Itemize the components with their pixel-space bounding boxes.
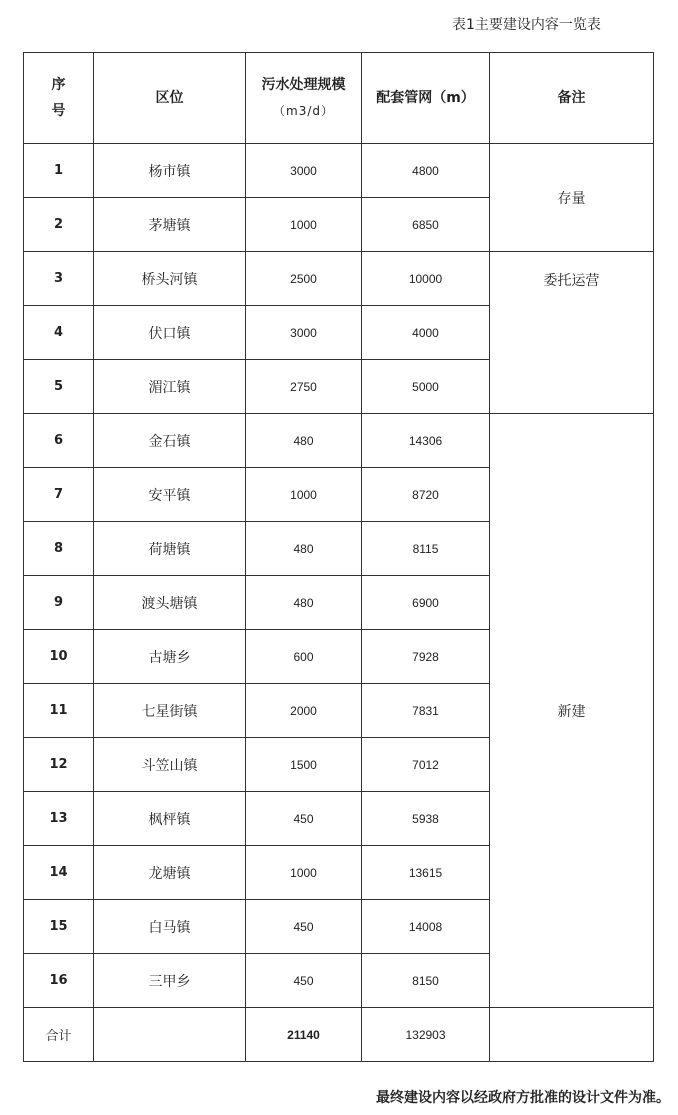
table-header-row <box>24 53 654 144</box>
cell-pipe: 10000 <box>362 252 490 306</box>
cell-seq: 1 <box>24 144 94 198</box>
cell-seq: 15 <box>24 900 94 954</box>
cell-scale: 450 <box>246 900 362 954</box>
cell-scale: 450 <box>246 954 362 1008</box>
cell-pipe: 8150 <box>362 954 490 1008</box>
cell-seq: 2 <box>24 198 94 252</box>
cell-area: 白马镇 <box>94 900 246 954</box>
cell-seq: 11 <box>24 684 94 738</box>
cell-note-stock: 存量 <box>490 144 654 252</box>
cell-scale: 3000 <box>246 144 362 198</box>
cell-seq: 5 <box>24 360 94 414</box>
cell-scale: 480 <box>246 576 362 630</box>
cell-seq: 12 <box>24 738 94 792</box>
header-area: 区位 <box>94 53 246 144</box>
cell-seq: 8 <box>24 522 94 576</box>
cell-scale: 1000 <box>246 468 362 522</box>
cell-area: 茅塘镇 <box>94 198 246 252</box>
cell-area: 斗笠山镇 <box>94 738 246 792</box>
cell-pipe: 8720 <box>362 468 490 522</box>
construction-table <box>23 52 654 1062</box>
table-row <box>24 144 654 198</box>
cell-scale: 1500 <box>246 738 362 792</box>
cell-seq: 3 <box>24 252 94 306</box>
table-caption: 表1主要建设内容一览表 <box>452 17 601 33</box>
cell-scale: 480 <box>246 522 362 576</box>
cell-scale: 2750 <box>246 360 362 414</box>
cell-pipe: 5938 <box>362 792 490 846</box>
cell-pipe: 13615 <box>362 846 490 900</box>
cell-note-new: 新建 <box>490 414 654 1008</box>
cell-area: 安平镇 <box>94 468 246 522</box>
cell-pipe: 14008 <box>362 900 490 954</box>
cell-note-entrusted: 委托运营 <box>490 252 654 414</box>
header-seq-bottom: 号 <box>51 103 66 119</box>
cell-area: 湄江镇 <box>94 360 246 414</box>
table-row <box>24 414 654 468</box>
cell-area: 三甲乡 <box>94 954 246 1008</box>
cell-pipe: 4000 <box>362 306 490 360</box>
cell-area: 金石镇 <box>94 414 246 468</box>
cell-seq: 9 <box>24 576 94 630</box>
cell-total-label: 合计 <box>24 1008 94 1062</box>
cell-seq: 14 <box>24 846 94 900</box>
table-row <box>24 252 654 306</box>
cell-area: 七星街镇 <box>94 684 246 738</box>
table-total-row <box>24 1008 654 1062</box>
cell-area: 渡头塘镇 <box>94 576 246 630</box>
cell-pipe: 14306 <box>362 414 490 468</box>
cell-area: 杨市镇 <box>94 144 246 198</box>
header-scale-unit: （m3/d） <box>273 104 334 118</box>
header-note: 备注 <box>490 53 654 144</box>
cell-seq: 6 <box>24 414 94 468</box>
header-pipe: 配套管网（m） <box>362 53 490 144</box>
cell-area: 枫枰镇 <box>94 792 246 846</box>
header-scale-label: 污水处理规模 <box>261 77 346 93</box>
header-seq-top: 序 <box>51 77 66 93</box>
cell-scale: 2500 <box>246 252 362 306</box>
cell-seq: 10 <box>24 630 94 684</box>
cell-pipe: 7831 <box>362 684 490 738</box>
cell-scale: 1000 <box>246 198 362 252</box>
cell-pipe: 6850 <box>362 198 490 252</box>
cell-seq: 7 <box>24 468 94 522</box>
footer-note: 最终建设内容以经政府方批准的设计文件为准。 <box>376 1090 670 1106</box>
cell-area: 古塘乡 <box>94 630 246 684</box>
cell-scale: 3000 <box>246 306 362 360</box>
cell-pipe: 7928 <box>362 630 490 684</box>
cell-scale: 1000 <box>246 846 362 900</box>
cell-pipe: 5000 <box>362 360 490 414</box>
cell-area: 龙塘镇 <box>94 846 246 900</box>
cell-pipe: 8115 <box>362 522 490 576</box>
cell-scale: 2000 <box>246 684 362 738</box>
cell-total-area <box>94 1008 246 1062</box>
cell-seq: 13 <box>24 792 94 846</box>
cell-scale: 450 <box>246 792 362 846</box>
header-scale <box>246 53 362 144</box>
cell-pipe: 6900 <box>362 576 490 630</box>
cell-total-pipe: 132903 <box>362 1008 490 1062</box>
cell-pipe: 4800 <box>362 144 490 198</box>
header-seq <box>24 53 94 144</box>
cell-pipe: 7012 <box>362 738 490 792</box>
cell-seq: 4 <box>24 306 94 360</box>
cell-scale: 600 <box>246 630 362 684</box>
cell-total-scale: 21140 <box>246 1008 362 1062</box>
cell-seq: 16 <box>24 954 94 1008</box>
cell-area: 荷塘镇 <box>94 522 246 576</box>
cell-total-note <box>490 1008 654 1062</box>
cell-area: 桥头河镇 <box>94 252 246 306</box>
cell-scale: 480 <box>246 414 362 468</box>
cell-area: 伏口镇 <box>94 306 246 360</box>
